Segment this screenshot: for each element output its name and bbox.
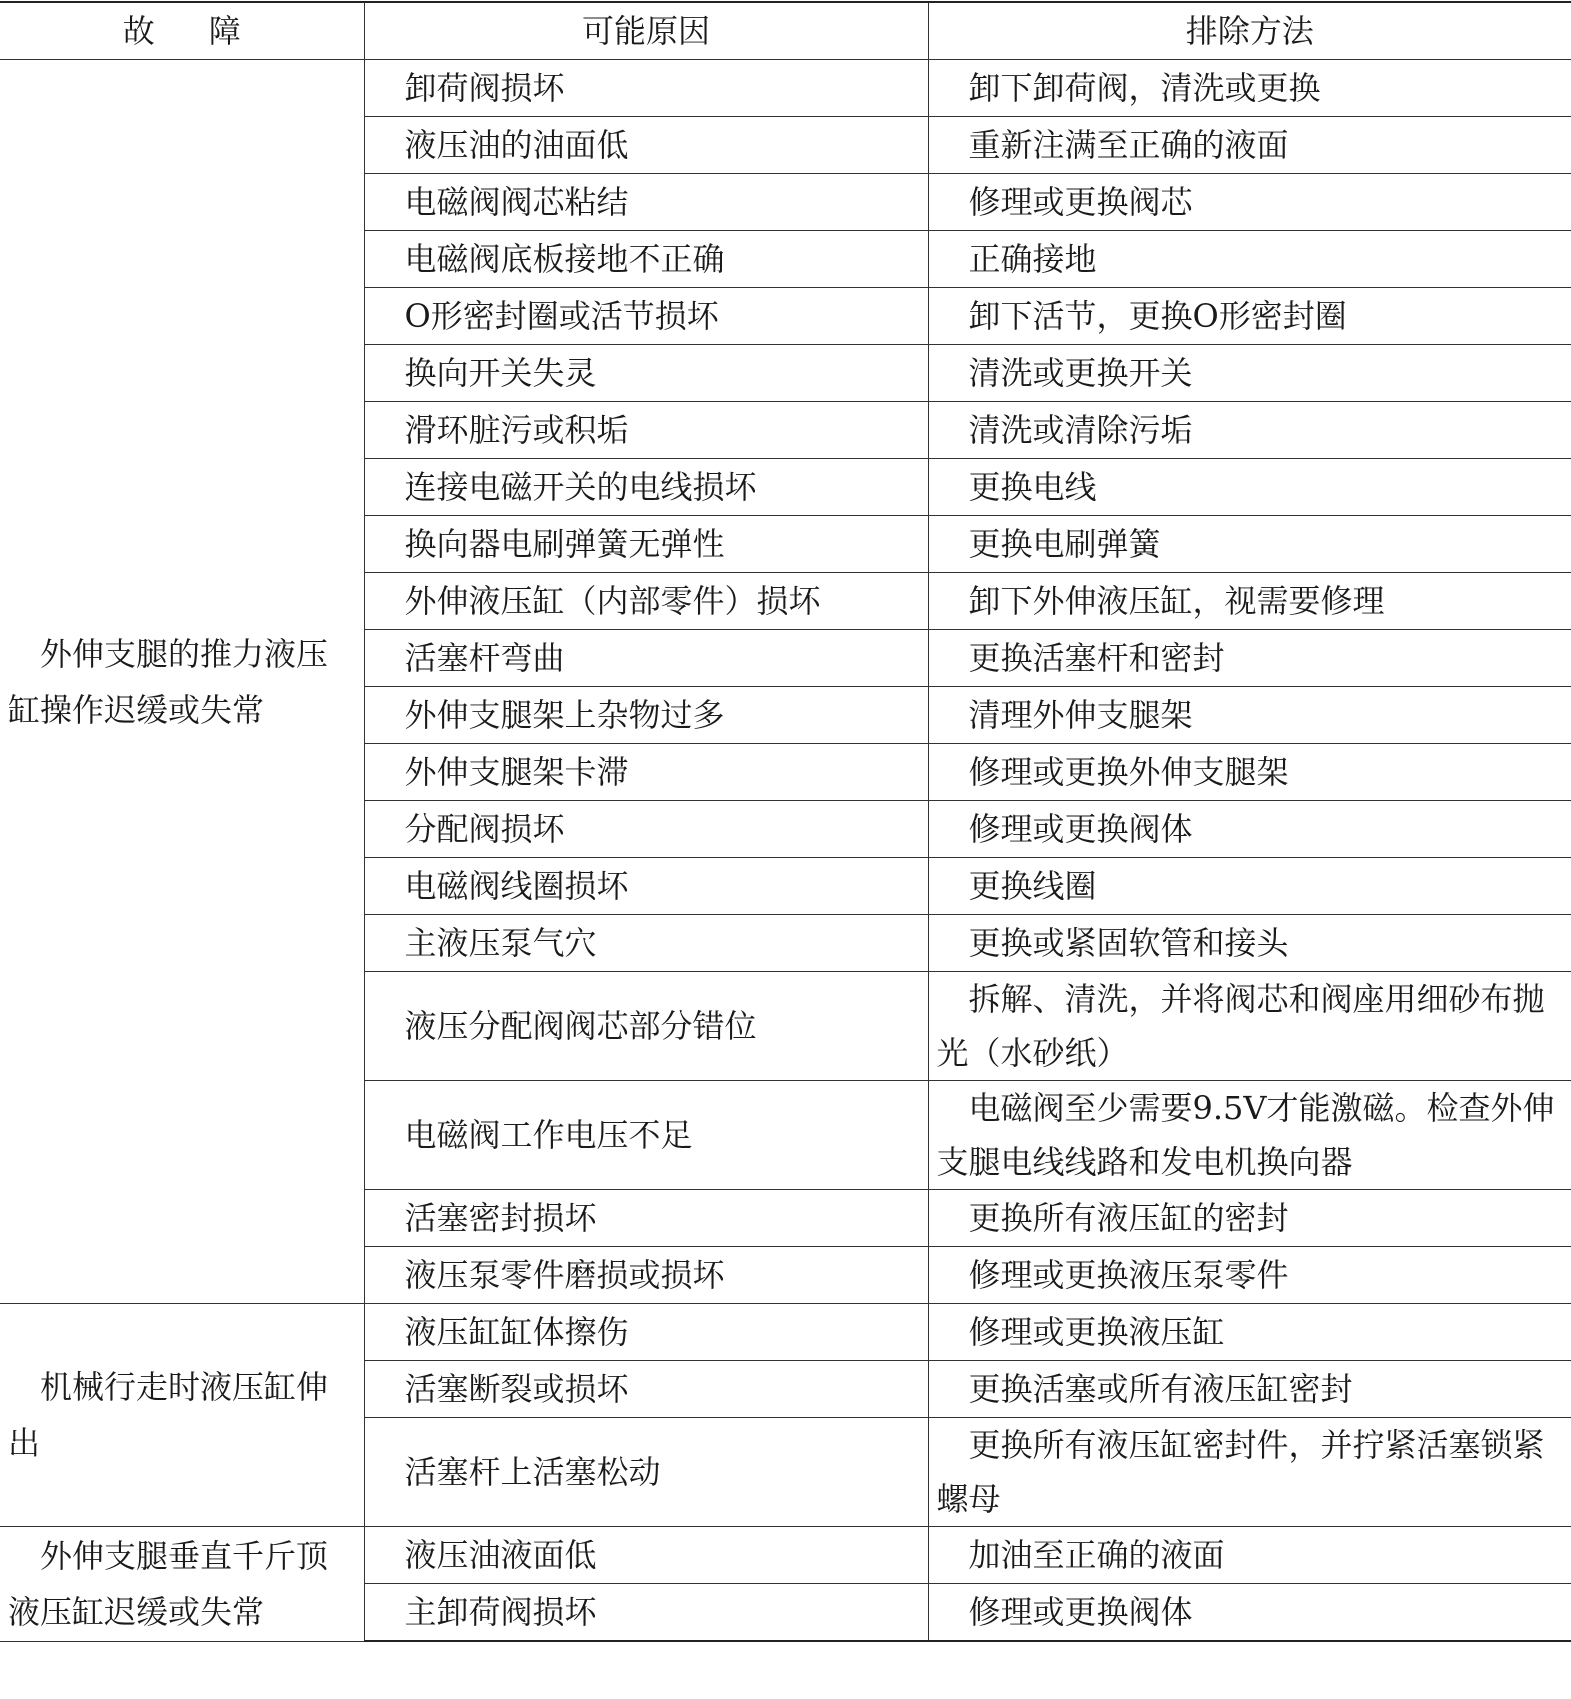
cause-cell: 活塞密封损坏	[364, 1190, 928, 1247]
remedy-text: 修理或更换外伸支腿架	[968, 753, 1289, 791]
remedy-cell	[928, 858, 1571, 915]
cause-cell: 外伸支腿架上杂物过多	[364, 687, 928, 744]
remedy-text: 清洗或清除污垢	[968, 411, 1193, 449]
remedy-text: 更换或紧固软管和接头	[968, 924, 1289, 962]
remedy-cell	[928, 1584, 1571, 1642]
table-row	[0, 1304, 1571, 1361]
remedy-text: 拆解、清洗，并将阀芯和阀座用细砂布抛光（水砂纸）	[936, 980, 1545, 1072]
header-cause: 可能原因	[364, 2, 928, 60]
cause-cell: 液压缸缸体擦伤	[364, 1304, 928, 1361]
remedy-cell	[928, 573, 1571, 630]
cause-cell: 电磁阀阀芯粘结	[364, 174, 928, 231]
cause-cell: 换向器电刷弹簧无弹性	[364, 516, 928, 573]
remedy-text: 更换所有液压缸密封件，并拧紧活塞锁紧螺母	[936, 1426, 1545, 1518]
troubleshooting-table	[0, 1, 1571, 1642]
remedy-text: 修理或更换阀体	[968, 1593, 1193, 1631]
cause-cell: 电磁阀工作电压不足	[364, 1081, 928, 1190]
cause-cell: 液压油液面低	[364, 1527, 928, 1584]
remedy-text: 清理外伸支腿架	[968, 696, 1193, 734]
remedy-cell	[928, 459, 1571, 516]
cause-cell: 外伸液压缸（内部零件）损坏	[364, 573, 928, 630]
remedy-cell	[928, 1418, 1571, 1527]
fault-cell	[0, 60, 364, 1304]
fault-text: 外伸支腿的推力液压缸操作迟缓或失常	[8, 634, 329, 729]
cause-cell: 连接电磁开关的电线损坏	[364, 459, 928, 516]
header-row	[0, 2, 1571, 60]
header-fault: 故障	[0, 2, 364, 60]
remedy-cell	[928, 402, 1571, 459]
remedy-cell	[928, 174, 1571, 231]
remedy-text: 重新注满至正确的液面	[968, 126, 1289, 164]
remedy-text: 更换活塞杆和密封	[968, 639, 1225, 677]
remedy-text: 修理或更换液压泵零件	[968, 1256, 1289, 1294]
table-row	[0, 1527, 1571, 1584]
remedy-cell	[928, 630, 1571, 687]
remedy-text: 卸下卸荷阀，清洗或更换	[968, 69, 1321, 107]
cause-cell: 卸荷阀损坏	[364, 60, 928, 117]
cause-cell: 液压泵零件磨损或损坏	[364, 1247, 928, 1304]
remedy-text: 修理或更换阀体	[968, 810, 1193, 848]
remedy-text: 更换电线	[968, 468, 1097, 506]
remedy-cell	[928, 1081, 1571, 1190]
remedy-text: 卸下外伸液压缸，视需要修理	[968, 582, 1385, 620]
remedy-cell	[928, 345, 1571, 402]
remedy-cell	[928, 972, 1571, 1081]
fault-text: 机械行走时液压缸伸出	[8, 1368, 329, 1462]
remedy-cell	[928, 1247, 1571, 1304]
remedy-cell	[928, 915, 1571, 972]
header-remedy: 排除方法	[928, 2, 1571, 60]
remedy-text: 修理或更换阀芯	[968, 183, 1193, 221]
fault-cell	[0, 1527, 364, 1642]
remedy-text: 清洗或更换开关	[968, 354, 1193, 392]
fault-cell	[0, 1304, 364, 1527]
remedy-cell	[928, 231, 1571, 288]
remedy-cell	[928, 1361, 1571, 1418]
remedy-text: 卸下活节，更换O形密封圈	[968, 297, 1347, 335]
remedy-text: 更换所有液压缸的密封	[968, 1199, 1289, 1237]
remedy-cell	[928, 288, 1571, 345]
cause-cell: 活塞杆弯曲	[364, 630, 928, 687]
cause-cell: 液压分配阀阀芯部分错位	[364, 972, 928, 1081]
cause-cell: 主液压泵气穴	[364, 915, 928, 972]
remedy-cell	[928, 1304, 1571, 1361]
cause-cell: 液压油的油面低	[364, 117, 928, 174]
remedy-cell	[928, 1190, 1571, 1247]
cause-cell: 电磁阀线圈损坏	[364, 858, 928, 915]
remedy-cell	[928, 744, 1571, 801]
remedy-cell	[928, 117, 1571, 174]
cause-cell: 活塞杆上活塞松动	[364, 1418, 928, 1527]
remedy-text: 电磁阀至少需要9.5V才能激磁。检查外伸支腿电线线路和发电机换向器	[936, 1089, 1555, 1181]
cause-cell: 分配阀损坏	[364, 801, 928, 858]
table-body	[0, 60, 1571, 1642]
remedy-cell	[928, 687, 1571, 744]
remedy-cell	[928, 516, 1571, 573]
cause-cell: 滑环脏污或积垢	[364, 402, 928, 459]
remedy-cell	[928, 60, 1571, 117]
cause-cell: 活塞断裂或损坏	[364, 1361, 928, 1418]
remedy-text: 加油至正确的液面	[968, 1536, 1225, 1574]
remedy-text: 更换线圈	[968, 867, 1097, 905]
cause-cell: 电磁阀底板接地不正确	[364, 231, 928, 288]
fault-text: 外伸支腿垂直千斤顶液压缸迟缓或失常	[8, 1536, 329, 1631]
cause-cell: 主卸荷阀损坏	[364, 1584, 928, 1642]
cause-cell: O形密封圈或活节损坏	[364, 288, 928, 345]
remedy-text: 更换活塞或所有液压缸密封	[968, 1370, 1353, 1408]
remedy-text: 更换电刷弹簧	[968, 525, 1161, 563]
remedy-text: 正确接地	[968, 240, 1097, 278]
cause-cell: 换向开关失灵	[364, 345, 928, 402]
remedy-cell	[928, 1527, 1571, 1584]
remedy-cell	[928, 801, 1571, 858]
remedy-text: 修理或更换液压缸	[968, 1313, 1225, 1351]
cause-cell: 外伸支腿架卡滞	[364, 744, 928, 801]
table-row	[0, 60, 1571, 117]
